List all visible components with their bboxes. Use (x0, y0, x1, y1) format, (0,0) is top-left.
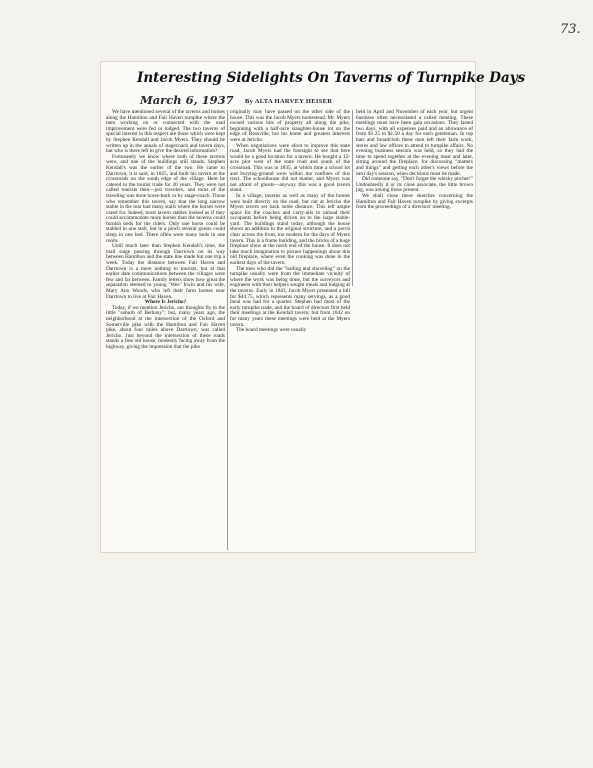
paragraph: The men who did the "balling and shoveling" on the turnpike usually were from the immediate vicinity of where the work was being done, but the surveyors and engineers with their helpers sought meals and lodging at the taverns. Early in 1843, Jacob Myers presented a bill for $44.75, which represents many servings, as a good meal was had for a quarter. Stephen had most of the early turnpike trade, and the board of directors first held their meetings at the Kendall tavern; but from 1842 on for many years these meetings were held at the Myers tavern. (230, 265, 350, 328)
paragraph: Until much later than Stephen Kendall's time, the mail stage passing through Darrtown on its way between Hamilton and the state line made but one trip a week. Today the distance between Fair Haven and Darrtown is a mere nothing to tourists, but at that earlier date communications between the villages were few and far between. Family letters show how great the separation seemed to young "Wes" Irwin and his wife, Mary Ann Woods, who left their farm homes near Darrtown to live at Fair Haven. (106, 243, 225, 300)
article-column-3 (356, 110, 473, 286)
paragraph: We shall close these sketches concerning the Hamilton and Fair Haven turnpike by giving excerpts from the proceedings of a directors' meeting. (356, 192, 473, 211)
paragraph: We have mentioned several of the taverns and homes along the Hamilton and Fair Haven turnpike where the men working on or connected with the road improvement were fed or lodged. The two taverns of special interest in this respect are those which were kept by Stephen Kendall and Jacob Myers. They should be written up in the annals of stagecoach and tavern days, but who is there left to give the desired information? (106, 109, 225, 155)
subheading: Where Is Jericho? (144, 299, 187, 306)
headline: Interesting Sidelights On Taverns of Turnpike Days (137, 70, 526, 86)
paragraph: held in April and November of each year, but urgent business often necessitated a called meeting. These meetings must have been gala occasions. They lasted two days, with all expenses paid and an allowance of from $1.25 to $1.50 a day for each gentleman. In top hats and broadcloth these men left their farm work, stores and law offices to attend to turnpike affairs. No evening business session was held, so they had the time to spend together at the evening meal and later, sitting around the fireplace, for discussing "matters and things" and getting each other's views before the next day's session, when decisions must be made. (356, 109, 473, 177)
article-column-2 (230, 110, 350, 550)
paragraph: Fortunately we know where both of these taverns were, and one of the buildings still stands. Stephen Kendall's was the earlier of the two. He came to Darrtown, it is said, in 1825, and built his tavern at the crossroads on the south edge of the village. Here he catered to the tourist trade for 20 years. They were not called tourists then—just travelers, and most of the traveling was done horse-back or by stage-coach. Those who remember this tavern, say that the long narrow stable in the rear had many stalls where the horses were cared for. Indeed, most tavern stables looked as if they could accommodate more horses than the taverns could furnish beds for the riders. Only one horse could be stabled in one stall, but in a pinch several guests could sleep in one bed. There often were many beds in one room. (106, 153, 225, 244)
article-column-1 (106, 110, 225, 550)
paragraph: The board meetings were usually (236, 327, 307, 334)
paragraph: Today, if we mention Jericho, our thoughts fly to the little "suburb of Bethany"; but, many years ago, the neighborhood at the intersection of the Oxford and Somerville pike with the Hamilton and Fair Haven pike, about four miles above Darrtown, was called Jericho. Just beyond the intersection of these roads stands a fine old house, modestly facing away from the highway, giving the impression that the pike (106, 304, 225, 350)
page-number: 73. (560, 22, 581, 37)
byline: By ALTA HARVEY HEISER (245, 98, 333, 105)
column-rule-1 (227, 110, 228, 550)
paragraph: Did someone say, "Don't forget the whisky pitcher!" Undoubtedly it or its close associate, the little brown jug, was among those present. (356, 176, 473, 194)
paragraph: originally may have passed on the other side of the house. This was the Jacob Myers homestead. Mr. Myers owned various bits of property all along the pike, beginning with a half-acre slaughter-house lot on the edge of Rossville, but his home and greatest interests were at Jericho. (230, 109, 350, 143)
paragraph: In a village, taverns as well as many of the homes were built directly on the road, but out at Jericho the Myers tavern set back some distance. This left ample space for the coaches and carry-alls to unload their occupants before being driven on to the large stable-yard. The buildings stand today, although the house shows an addition to the original structure, and a porch clear across the front, too modern for the days of Myers tavern. This is a frame building, and the bricks of a huge fireplace show at the north end of the house. It does not take much imagination to picture happenings about this old fireplace, where even the cooking was done in the earliest days of the tavern. (230, 192, 350, 267)
paragraph: When negotiations were afoot to improve this state road, Jacob Myers had the foresight to see that here would be a good location for a tavern. He bought a 12-acre plot west of the state road and south of the crossroad. This was in 1835, at which time a school lot and burying-ground were within the confines of this tract. The schoolhouse did not matter, and Myers was not afraid of ghosts—anyway this was a good tavern stand. (230, 142, 350, 194)
column-rule-2 (352, 110, 353, 286)
handwritten-date: March 6, 1937 (140, 93, 234, 107)
